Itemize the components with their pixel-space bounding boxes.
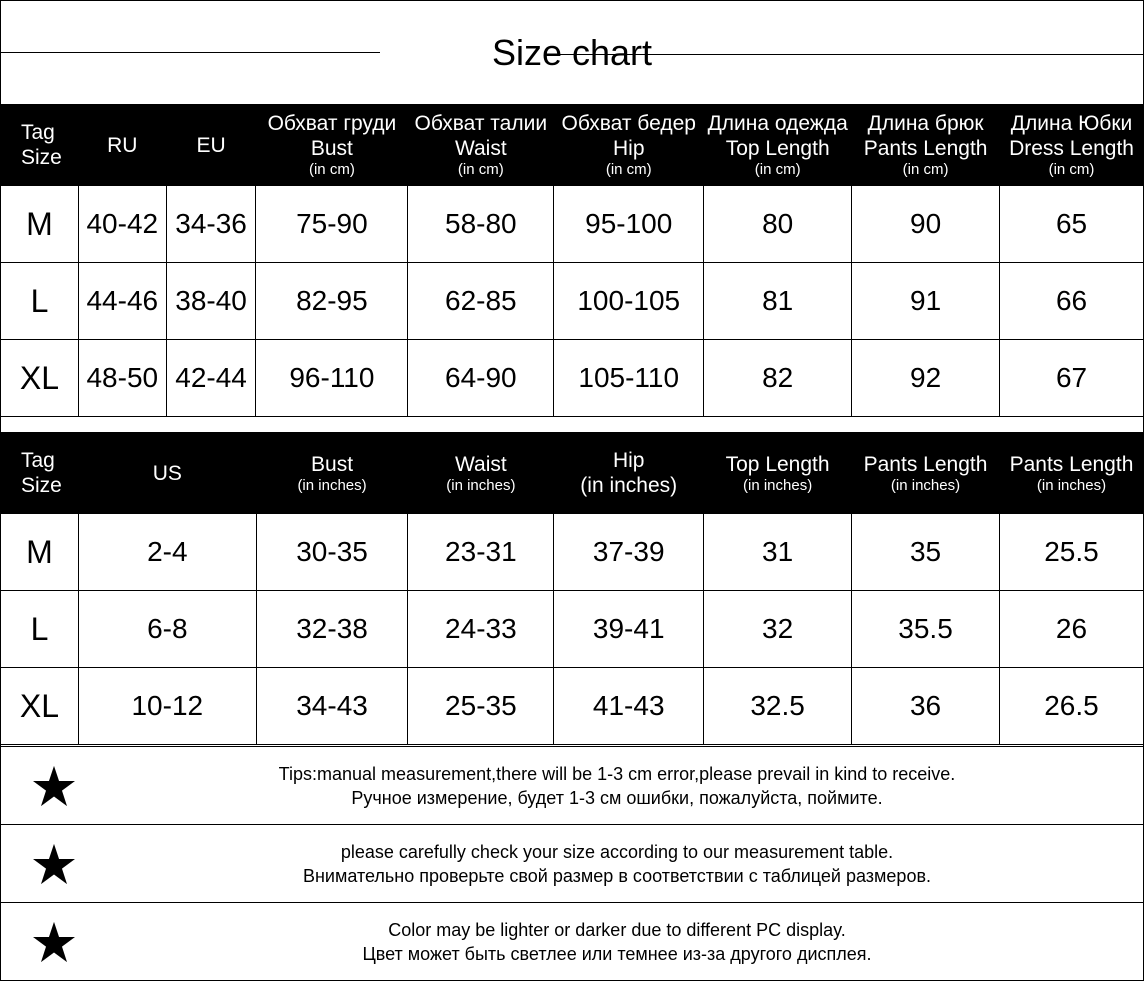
star-icon <box>33 921 75 963</box>
header-pants-length: Pants Length (in inches) <box>852 433 1000 514</box>
cell-bust: 82-95 <box>256 263 408 340</box>
cell-top-length: 32 <box>704 591 852 668</box>
cell-top-length: 81 <box>704 263 852 340</box>
cell-top-length: 82 <box>704 340 852 417</box>
cell-bust: 34-43 <box>256 668 408 745</box>
cell-waist: 62-85 <box>408 263 554 340</box>
tip-text <box>91 840 1143 888</box>
cell-pants-length: 35 <box>852 514 1000 591</box>
cell-pants-length: 91 <box>852 263 1000 340</box>
table-row <box>1 340 1144 417</box>
cell-waist: 64-90 <box>408 340 554 417</box>
header-dress-length: Длина Юбки Dress Length (in cm) <box>1000 105 1144 186</box>
cell-waist: 58-80 <box>408 186 554 263</box>
tip-item <box>1 903 1143 981</box>
header-ru: RU <box>78 105 166 186</box>
header-pants-length: Длина брюк Pants Length (in cm) <box>852 105 1000 186</box>
header-waist: Обхват талии Waist (in cm) <box>408 105 554 186</box>
tips-section <box>0 746 1144 981</box>
header-tag-size: Tag Size <box>1 105 79 186</box>
cell-dress-length: 66 <box>1000 263 1144 340</box>
table-row <box>1 668 1144 745</box>
tip-item <box>1 825 1143 903</box>
table-row <box>1 186 1144 263</box>
cell-us: 6-8 <box>78 591 256 668</box>
cell-waist: 23-31 <box>408 514 554 591</box>
cell-bust: 30-35 <box>256 514 408 591</box>
tip-text-ru: Ручное измерение, будет 1-3 см ошибки, пожалуйста, поймите. <box>351 787 883 808</box>
cell-hip: 100-105 <box>554 263 704 340</box>
tip-text-en: Color may be lighter or darker due to different PC display. <box>388 920 846 940</box>
cell-pants-length-2: 26 <box>999 591 1143 668</box>
cell-ru: 48-50 <box>78 340 166 417</box>
header-hip: Обхват бедер Hip (in cm) <box>554 105 704 186</box>
page-title: Size chart <box>491 32 653 73</box>
cell-pants-length: 35.5 <box>852 591 1000 668</box>
cell-size: L <box>1 263 79 340</box>
header-tag-size: Tag Size <box>1 433 79 514</box>
tip-text-en: please carefully check your size according to our measurement table. <box>340 841 894 862</box>
cell-bust: 32-38 <box>256 591 408 668</box>
header-pants-length-2: Pants Length (in inches) <box>999 433 1143 514</box>
header-waist: Waist (in inches) <box>408 433 554 514</box>
cell-ru: 40-42 <box>78 186 166 263</box>
table-row <box>1 591 1144 668</box>
cell-pants-length-2: 26.5 <box>999 668 1143 745</box>
cell-top-length: 31 <box>704 514 852 591</box>
cell-pants-length: 92 <box>852 340 1000 417</box>
cell-eu: 38-40 <box>166 263 256 340</box>
cell-size: XL <box>1 340 79 417</box>
cell-hip: 41-43 <box>554 668 704 745</box>
cell-bust: 96-110 <box>256 340 408 417</box>
header-top-length: Длина одежда Top Length (in cm) <box>704 105 852 186</box>
cell-hip: 37-39 <box>554 514 704 591</box>
size-table-inches <box>0 432 1144 745</box>
cell-dress-length: 67 <box>1000 340 1144 417</box>
cell-us: 2-4 <box>78 514 256 591</box>
cell-us: 10-12 <box>78 668 256 745</box>
cell-size: L <box>1 591 79 668</box>
cell-pants-length: 36 <box>852 668 1000 745</box>
cell-eu: 34-36 <box>166 186 256 263</box>
header-row <box>1 433 1144 514</box>
tip-text-ru: Внимательно проверьте свой размер в соответствии с таблицей размеров. <box>302 865 932 886</box>
cell-size: M <box>1 186 79 263</box>
header-top-length: Top Length (in inches) <box>704 433 852 514</box>
tip-text <box>91 918 1143 966</box>
tip-item <box>1 747 1143 825</box>
cell-dress-length: 65 <box>1000 186 1144 263</box>
cell-hip: 95-100 <box>554 186 704 263</box>
header-hip: Hip (in inches) <box>554 433 704 514</box>
cell-eu: 42-44 <box>166 340 256 417</box>
header-us: US <box>78 433 256 514</box>
cell-pants-length: 90 <box>852 186 1000 263</box>
cell-top-length: 32.5 <box>704 668 852 745</box>
tip-text <box>91 762 1143 810</box>
header-eu: EU <box>166 105 256 186</box>
cell-size: XL <box>1 668 79 745</box>
cell-waist: 25-35 <box>408 668 554 745</box>
header-bust: Bust (in inches) <box>256 433 408 514</box>
table-row <box>1 514 1144 591</box>
cell-bust: 75-90 <box>256 186 408 263</box>
cell-pants-length-2: 25.5 <box>999 514 1143 591</box>
header-bust: Обхват груди Bust (in cm) <box>256 105 408 186</box>
cell-hip: 105-110 <box>554 340 704 417</box>
cell-top-length: 80 <box>704 186 852 263</box>
star-icon <box>33 765 75 807</box>
cell-hip: 39-41 <box>554 591 704 668</box>
table-row <box>1 263 1144 340</box>
tip-text-ru: Цвет может быть светлее или темнее из-за другого дисплея. <box>362 944 872 964</box>
cell-ru: 44-46 <box>78 263 166 340</box>
tip-text-en: Tips:manual measurement,there will be 1-3 cm error,please prevail in kind to receive. <box>278 763 956 784</box>
star-icon <box>33 843 75 885</box>
cell-waist: 24-33 <box>408 591 554 668</box>
header-row <box>1 105 1144 186</box>
cell-size: M <box>1 514 79 591</box>
size-table-cm <box>0 104 1144 417</box>
